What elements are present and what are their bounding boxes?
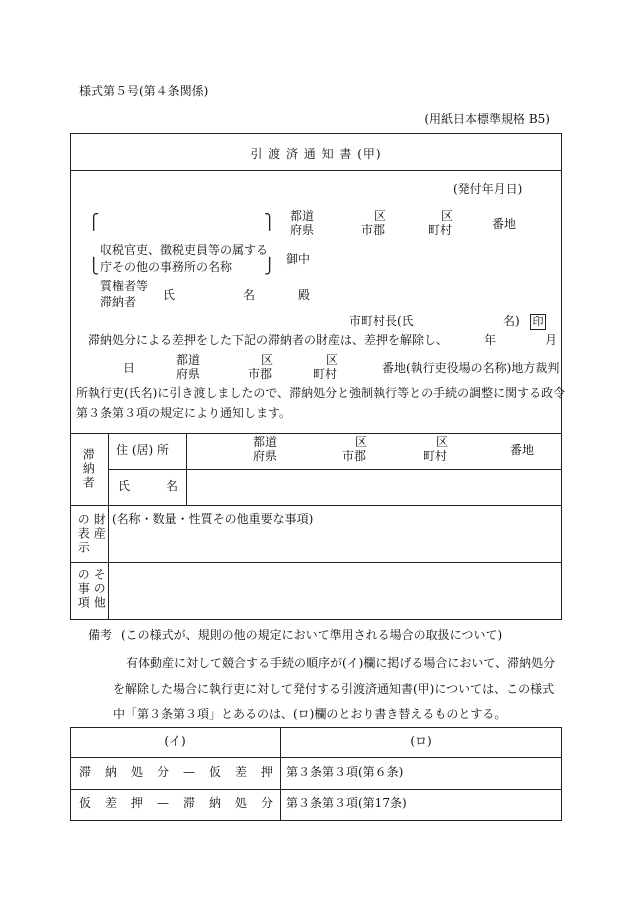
body-shigun: 区 市郡 <box>247 353 273 381</box>
body-year: 年 <box>484 333 497 347</box>
onchu: 御中 <box>286 252 311 266</box>
table-row-1-a: 滞 納 処 分 — 仮 差 押 <box>79 765 273 779</box>
table-row-1-b: 第３条第３項(第６条) <box>286 765 404 779</box>
body-line-2-banchi: 番地(執行吏役場の名称)地方裁判 <box>382 361 560 375</box>
section-divider-3 <box>70 562 562 563</box>
remarks-title: (この様式が、規則の他の規定において準用される場合の取扱について) <box>121 628 503 642</box>
table-header-b: (ロ) <box>410 734 432 748</box>
recipient-mei: 名 <box>243 288 256 302</box>
form-number: 様式第５号(第４条関係) <box>79 84 209 98</box>
table-header-a: (イ) <box>164 734 186 748</box>
form-title: 引 渡 済 通 知 書 (甲) <box>250 147 382 161</box>
other-label-1: その他 <box>92 568 107 610</box>
sub-label-column-line <box>186 433 187 505</box>
property-label-2: の表示 <box>76 513 91 555</box>
other-label-2: の事項 <box>76 568 91 610</box>
table-header-line <box>70 757 562 758</box>
role-pledgee: 質権者等 <box>100 279 149 293</box>
brace-top-right: ⎫ <box>264 213 276 231</box>
name-label-shi: 氏 <box>118 479 131 493</box>
office-line-1: 収税官吏、徴税吏員等の属する <box>100 243 269 257</box>
address-label: 住 (居) 所 <box>116 443 169 457</box>
body-line-3: 所執行吏(氏名)に引き渡しましたので、滞納処分と強制執行等との手続の調整に関する政令 <box>76 386 566 400</box>
section-divider-1 <box>70 433 562 434</box>
taxpayer-label: 滞納者 <box>81 448 96 490</box>
recipient-shi: 氏 <box>163 288 176 302</box>
sender-mei-close: 名) <box>503 314 520 328</box>
table-row-line <box>70 789 562 790</box>
recipient-banchi: 番地 <box>492 217 517 231</box>
section-divider-2 <box>70 505 562 506</box>
body-todofuken: 都道 府県 <box>176 353 201 381</box>
recipient-chouson: 区 町村 <box>427 209 453 237</box>
office-line-2: 庁その他の事務所の名称 <box>100 260 233 274</box>
address-divider <box>108 469 562 470</box>
taxpayer-todofuken: 都道 府県 <box>253 435 278 463</box>
body-line-1: 滞納処分による差押をした下記の滞納者の財産は、差押を解除し、 <box>88 333 449 347</box>
remarks-line-3: 中「第３条第３項」とあるのは、(ロ)欄のとおり書き替えるものとする。 <box>113 707 507 721</box>
taxpayer-banchi: 番地 <box>510 443 535 457</box>
remarks-line-1: 有体動産に対して競合する手続の順序が(イ)欄に掲げる場合において、滞納処分 <box>126 656 556 670</box>
property-note: (名称・数量・性質その他重要な事項) <box>112 512 314 526</box>
table-row-2-b: 第３条第３項(第17条) <box>286 796 407 810</box>
role-taxpayer: 滞納者 <box>100 295 137 309</box>
remarks-heading: 備考 <box>88 628 113 642</box>
property-label-1: 財産 <box>92 513 107 541</box>
sender-label: 市町村長(氏 <box>349 314 414 328</box>
body-day: 日 <box>123 361 136 375</box>
brace-bottom-right: ⎭ <box>264 257 276 275</box>
body-month: 月 <box>545 333 558 347</box>
taxpayer-shigun: 区 市郡 <box>341 435 367 463</box>
recipient-shigun: 区 市郡 <box>360 209 386 237</box>
remarks-line-2: を解除した場合に執行吏に対して発付する引渡済通知書(甲)については、この様式 <box>113 682 555 696</box>
brace-top-left: ⎧ <box>88 213 100 231</box>
brace-bottom-left: ⎩ <box>88 257 100 275</box>
body-chouson: 区 町村 <box>312 353 338 381</box>
title-divider <box>70 170 562 171</box>
taxpayer-chouson: 区 町村 <box>422 435 448 463</box>
label-column-line <box>108 433 109 620</box>
issue-date: (発付年月日) <box>453 182 523 196</box>
name-label-mei: 名 <box>166 479 179 493</box>
paper-size: (用紙日本標準規格 B5) <box>424 112 550 126</box>
body-line-4: 第３条第３項の規定により通知します。 <box>76 406 292 420</box>
recipient-dono: 殿 <box>298 288 311 302</box>
seal-mark: 印 <box>530 314 546 330</box>
recipient-todofuken: 都道 府県 <box>290 209 315 237</box>
table-row-2-a: 仮 差 押 — 滞 納 処 分 <box>79 796 273 810</box>
